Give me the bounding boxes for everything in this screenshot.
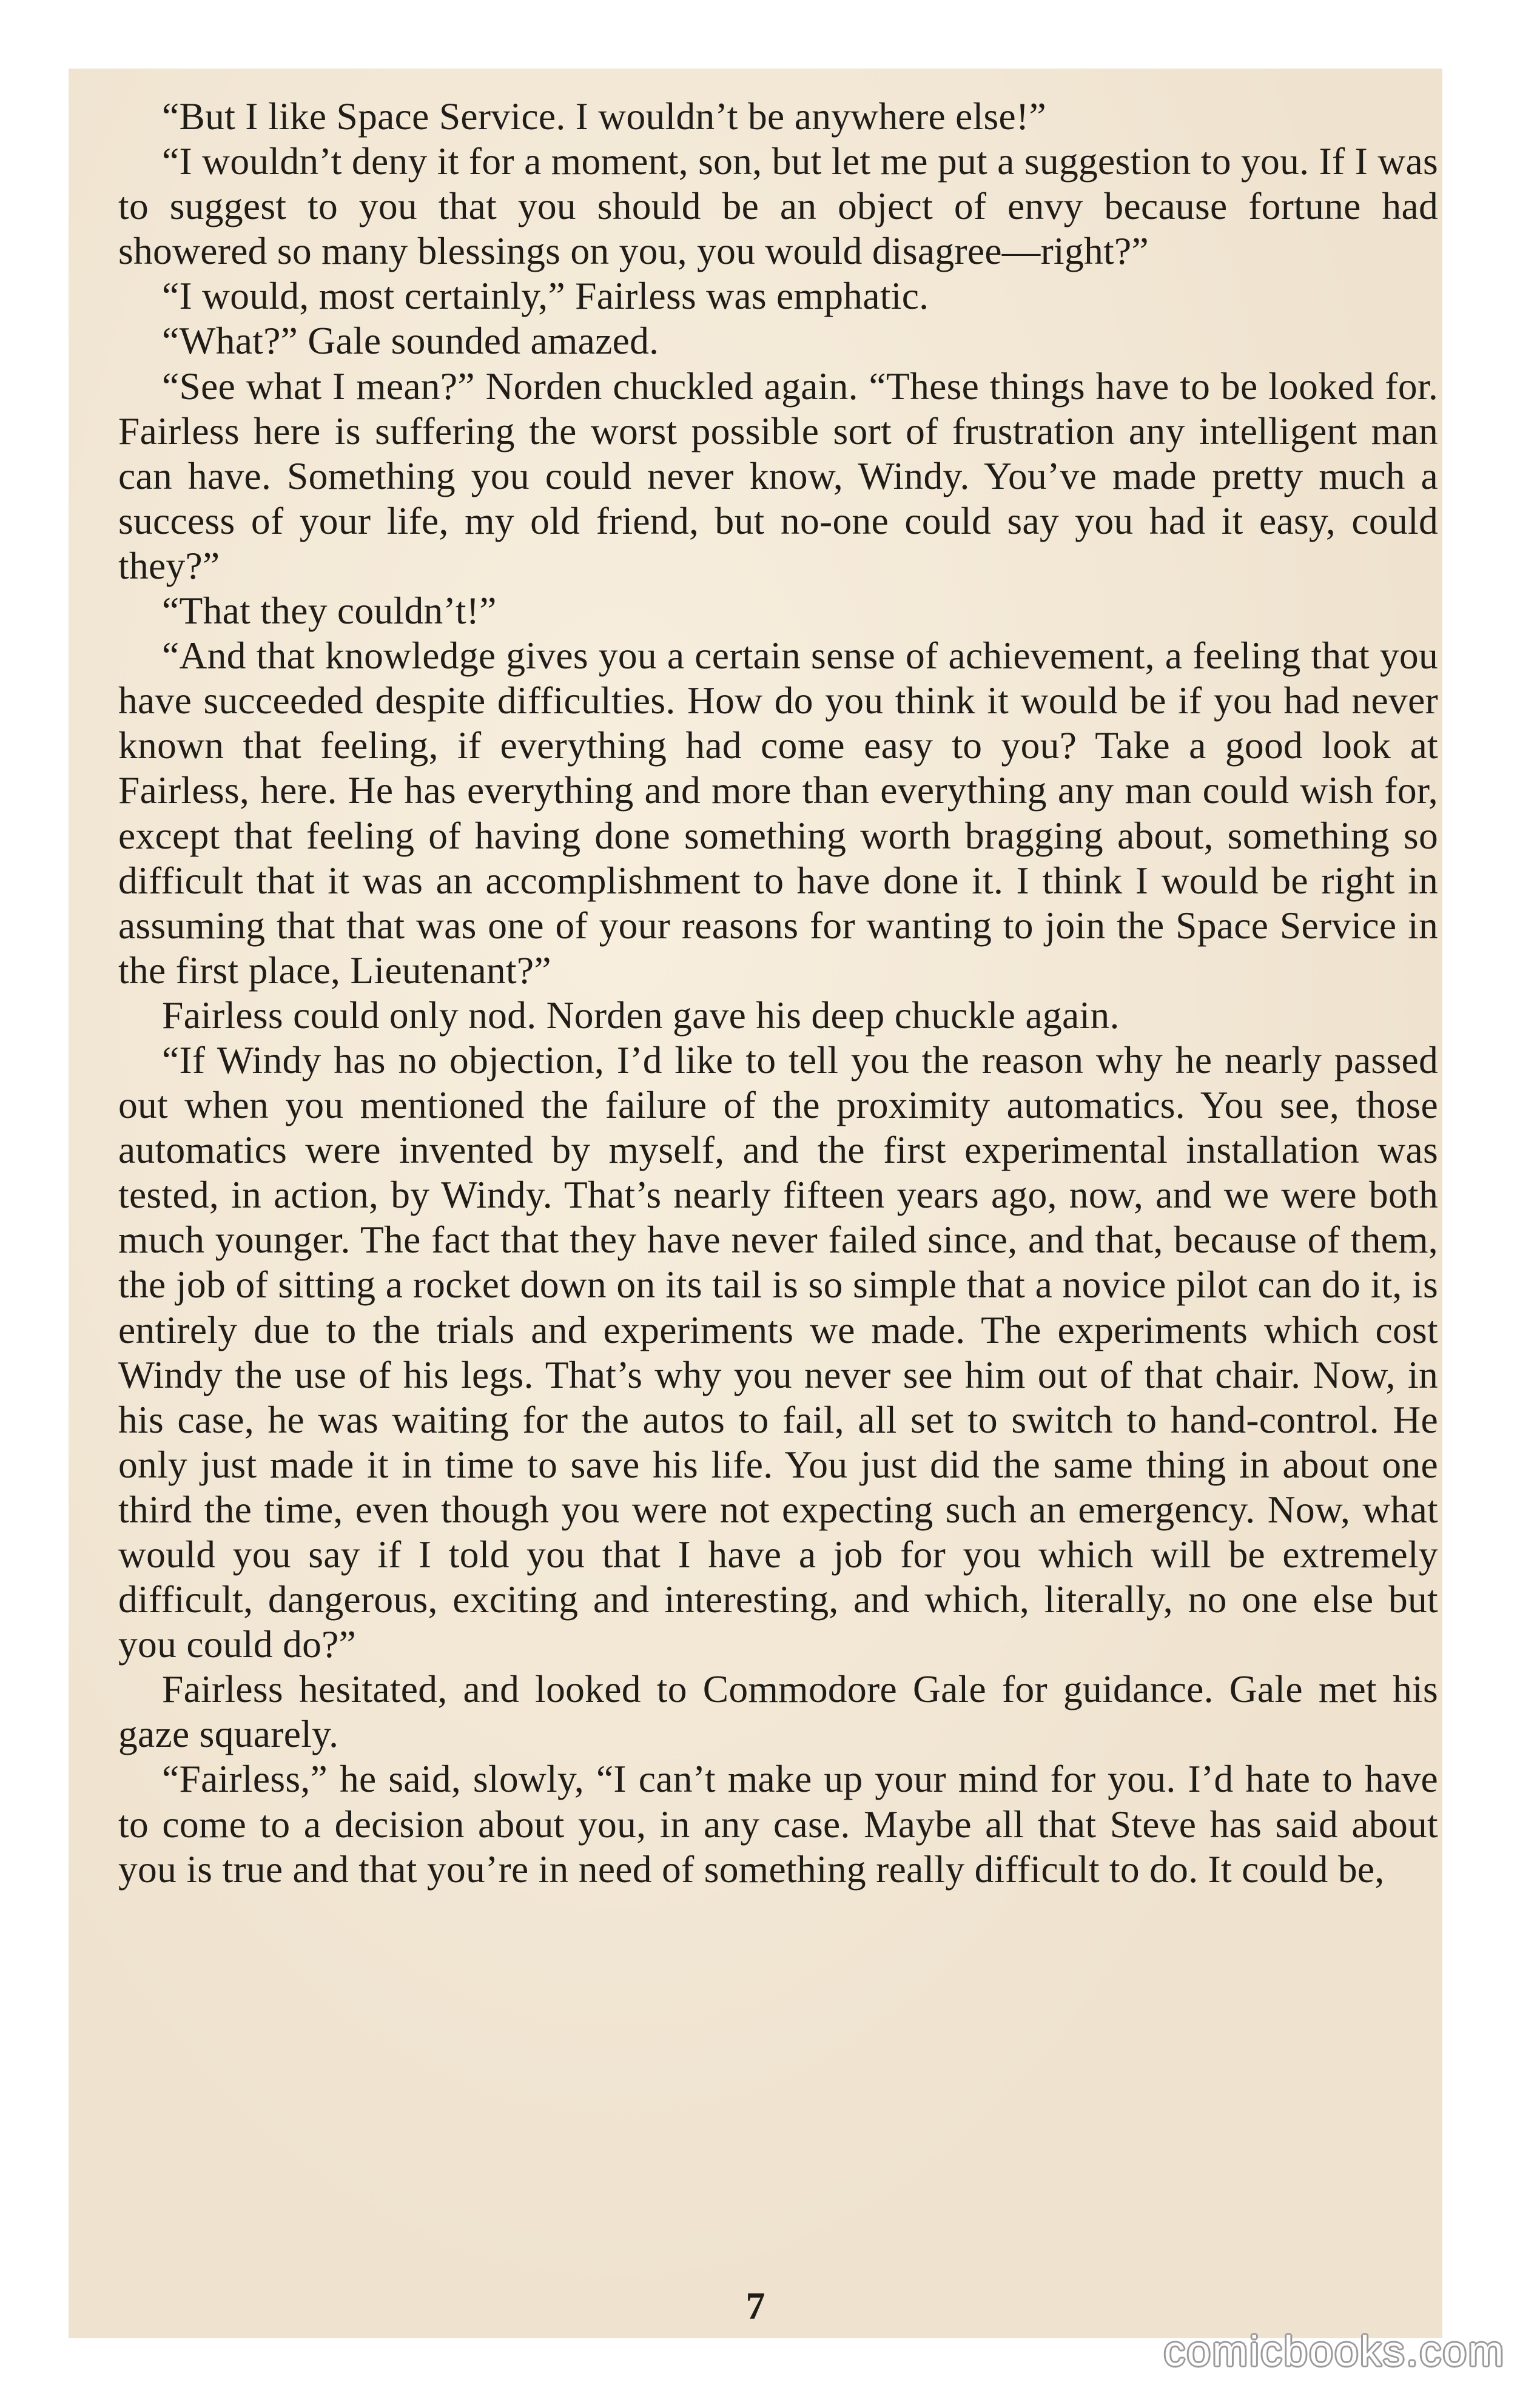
paragraph: Fairless could only nod. Norden gave his deep chuckle again.	[162, 993, 1120, 1037]
paragraph: Fairless hesitated, and looked to Commodore Gale for guidance. Gale met his gaze squarely.	[118, 1667, 1438, 1756]
paragraph: “And that knowledge gives you a certain sense of achievement, a feeling that you have succeeded despite difficulties. How do you think it would be if you had never known that feeling, if everything had come easy to you? Take a good look at Fairless, here. He has everything and more than everything any man could wish for, except that feeling of having done something worth bragging about, something so difficult that it was an accomplishment to have done it. I think I would be right in assuming that that was one of your reasons for wanting to join the Space Service in the first place, Lieutenant?”	[118, 634, 1438, 992]
paragraph: “See what I mean?” Norden chuckled again. “These things have to be looked for. Fairless here is suffering the worst possible sort of frustration any intelligent man can have. Something you could never know, Windy. You’ve made pretty much a success of your life, my old friend, but no-one could say you had it easy, could they?”	[118, 364, 1438, 587]
book-page	[69, 69, 1442, 2338]
paragraph: “What?” Gale sounded amazed.	[162, 319, 659, 363]
page-number: 7	[745, 2284, 765, 2327]
paragraph: “If Windy has no objection, I’d like to tell you the reason why he nearly passed out when you mentioned the failure of the proximity automatics. You see, those automatics were invented by myself, and the first experimental installation was tested, in action, by Windy. That’s nearly fifteen years ago, now, and we were both much younger. The fact that they have never failed since, and that, because of them, the job of sitting a rocket down on its tail is so simple that a novice pilot can do it, is entirely due to the trials and experiments we made. The experiments which cost Windy the use of his legs. That’s why you never see him out of that chair. Now, in his case, he was waiting for the autos to fail, all set to switch to hand-control. He only just made it in time to save his life. You just did the same thing in about one third the time, even though you were not expecting such an emergency. Now, what would you say if I told you that I have a job for you which will be extremely difficult, dangerous, exciting and interesting, and which, literally, no one else but you could do?”	[118, 1038, 1438, 1666]
page-text	[118, 94, 1438, 1892]
paragraph: “That they couldn’t!”	[162, 589, 497, 633]
paragraph: “I wouldn’t deny it for a moment, son, but let me put a suggestion to you. If I was to suggest to you that you should be an object of envy because fortune had showered so many blessings on you, you would disagree—right?”	[118, 140, 1438, 273]
paragraph: “Fairless,” he said, slowly, “I can’t make up your mind for you. I’d hate to have to come to a decision about you, in any case. Maybe all that Steve has said about you is true and that you’re in need of something really difficult to do. It could be,	[118, 1757, 1438, 1891]
paragraph: “But I like Space Service. I wouldn’t be anywhere else!”	[162, 95, 1046, 138]
paragraph: “I would, most certainly,” Fairless was emphatic.	[162, 274, 929, 318]
watermark: comicbooks.com	[1163, 2327, 1505, 2375]
